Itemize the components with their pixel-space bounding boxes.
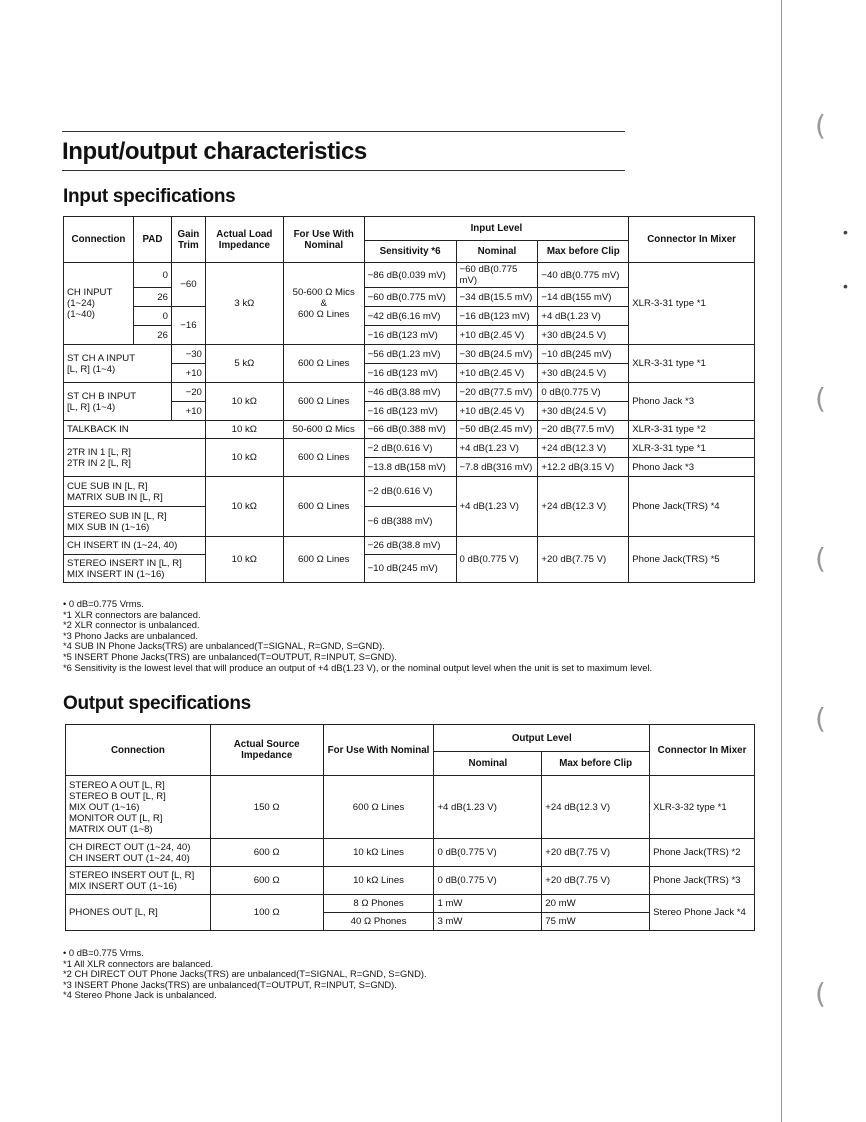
table-row (64, 383, 755, 402)
note-line: • 0 dB=0.775 Vrms. (63, 947, 144, 958)
nominal-value: +10 dB(2.45 V) (456, 364, 538, 383)
connector-value: Stereo Phone Jack *4 (650, 895, 755, 931)
nominal-use-value: 40 Ω Phones (323, 913, 434, 931)
page-edge-line (781, 0, 782, 1122)
note-line: *4 Stereo Phone Jack is unbalanced. (63, 989, 217, 1001)
sensitivity-value: −86 dB(0.039 mV) (364, 263, 456, 288)
connector-value: XLR-3-31 type *2 (629, 421, 755, 439)
max-clip-value: 75 mW (542, 913, 650, 931)
title-bottom-rule (62, 170, 625, 171)
connector-value: Phono Jack *3 (629, 458, 755, 477)
gain-value: +10 (171, 364, 205, 383)
note-line: *3 INSERT Phone Jacks(TRS) are unbalanced(T=OUTPUT, R=INPUT, S=GND). (63, 978, 397, 990)
sensitivity-value: −46 dB(3.88 mV) (364, 383, 456, 402)
max-clip-value: −40 dB(0.775 mV) (538, 263, 629, 288)
nominal-use-value: 600 Ω Lines (283, 439, 364, 477)
note-line: *2 XLR connector is unbalanced. (63, 619, 200, 631)
pad-value: 0 (133, 307, 171, 326)
load-value: 10 kΩ (205, 537, 283, 583)
gain-value: −30 (171, 345, 205, 364)
col-pad: PAD (133, 217, 171, 263)
col-load-impedance: Actual Load Impedance (205, 217, 283, 263)
max-clip-value: 20 mW (542, 895, 650, 913)
table-row (66, 895, 755, 913)
connection-name: CH INPUT (1~24) (1~40) (64, 263, 134, 345)
col-connection: Connection (66, 725, 211, 776)
sensitivity-value: −56 dB(1.23 mV) (364, 345, 456, 364)
note-line: *4 SUB IN Phone Jacks(TRS) are unbalanced(T=SIGNAL, R=GND, S=GND). (63, 640, 385, 652)
table-row (66, 867, 755, 895)
max-clip-value: 0 dB(0.775 V) (538, 383, 629, 402)
col-connection: Connection (64, 217, 134, 263)
sensitivity-value: −10 dB(245 mV) (364, 555, 456, 583)
max-clip-value: +24 dB(12.3 V) (538, 439, 629, 458)
nominal-value: 0 dB(0.775 V) (456, 537, 538, 583)
col-max-clip: Max before Clip (542, 752, 650, 776)
max-clip-value: +12.2 dB(3.15 V) (538, 458, 629, 477)
max-clip-value: +24 dB(12.3 V) (542, 776, 650, 839)
scan-dot: • (843, 278, 848, 294)
col-max-clip: Max before Clip (538, 241, 629, 263)
connection-name: 2TR IN 1 [L, R] 2TR IN 2 [L, R] (64, 439, 206, 477)
max-clip-value: +4 dB(1.23 V) (538, 307, 629, 326)
gain-value: −16 (171, 307, 205, 345)
max-clip-value: +30 dB(24.5 V) (538, 364, 629, 383)
max-clip-value: +30 dB(24.5 V) (538, 326, 629, 345)
connection-name: PHONES OUT [L, R] (66, 895, 211, 931)
nominal-use-value: 600 Ω Lines (283, 537, 364, 583)
table-row (66, 839, 755, 867)
sensitivity-value: −26 dB(38.8 mV) (364, 537, 456, 555)
binder-hole-mark: ( (815, 702, 826, 735)
max-clip-value: −20 dB(77.5 mV) (538, 421, 629, 439)
load-value: 10 kΩ (205, 439, 283, 477)
sensitivity-value: −2 dB(0.616 V) (364, 439, 456, 458)
connection-name: STEREO INSERT OUT [L, R] MIX INSERT OUT (1~16) (66, 867, 211, 895)
table-row (64, 421, 755, 439)
input-spec-table (63, 216, 755, 583)
max-clip-value: +20 dB(7.75 V) (542, 839, 650, 867)
source-value: 600 Ω (210, 839, 323, 867)
nominal-value: +4 dB(1.23 V) (456, 477, 538, 537)
nominal-value: +4 dB(1.23 V) (434, 776, 542, 839)
max-clip-value: −14 dB(155 mV) (538, 288, 629, 307)
output-spec-heading: Output specifications (63, 693, 251, 714)
nominal-use-value: 10 kΩ Lines (323, 839, 434, 867)
sensitivity-value: −42 dB(6.16 mV) (364, 307, 456, 326)
col-source-impedance: Actual Source Impedance (210, 725, 323, 776)
nominal-use-value: 8 Ω Phones (323, 895, 434, 913)
nominal-value: −16 dB(123 mV) (456, 307, 538, 326)
connection-name: STEREO SUB IN [L, R] MIX SUB IN (1~16) (64, 507, 206, 537)
binder-hole-mark: ( (815, 977, 826, 1010)
source-value: 100 Ω (210, 895, 323, 931)
col-output-level: Output Level (434, 725, 650, 752)
nominal-use-value: 600 Ω Lines (323, 776, 434, 839)
sensitivity-value: −16 dB(123 mV) (364, 326, 456, 345)
source-value: 150 Ω (210, 776, 323, 839)
nominal-use-value: 600 Ω Lines (283, 345, 364, 383)
note-line: *6 Sensitivity is the lowest level that will produce an output of +4 dB(1.23 V), or the nominal output level when the unit is set to maximum level. (63, 661, 653, 673)
col-connector: Connector In Mixer (629, 217, 755, 263)
pad-value: 26 (133, 326, 171, 345)
nominal-value: −50 dB(2.45 mV) (456, 421, 538, 439)
nominal-value: −7.8 dB(316 mV) (456, 458, 538, 477)
connector-value: Phone Jack(TRS) *3 (650, 867, 755, 895)
nominal-value: 3 mW (434, 913, 542, 931)
sensitivity-value: −13.8 dB(158 mV) (364, 458, 456, 477)
connection-name: TALKBACK IN (64, 421, 206, 439)
table-row (64, 263, 755, 288)
col-nominal-use: For Use With Nominal (323, 725, 434, 776)
load-value: 10 kΩ (205, 477, 283, 537)
note-line: *1 XLR connectors are balanced. (63, 608, 201, 620)
sensitivity-value: −60 dB(0.775 mV) (364, 288, 456, 307)
sensitivity-value: −16 dB(123 mV) (364, 402, 456, 421)
scan-dot: • (843, 224, 848, 240)
nominal-value: −60 dB(0.775 mV) (456, 263, 538, 288)
nominal-value: 0 dB(0.775 V) (434, 867, 542, 895)
sensitivity-value: −6 dB(388 mV) (364, 507, 456, 537)
nominal-use-value: 600 Ω Lines (283, 383, 364, 421)
nominal-use-value: 10 kΩ Lines (323, 867, 434, 895)
pad-value: 26 (133, 288, 171, 307)
nominal-value: −34 dB(15.5 mV) (456, 288, 538, 307)
nominal-use-value: 50-600 Ω Mics & 600 Ω Lines (283, 263, 364, 345)
connector-value: XLR-3-31 type *1 (629, 439, 755, 458)
nominal-use-value: 50-600 Ω Mics (283, 421, 364, 439)
connection-name: STEREO A OUT [L, R] STEREO B OUT [L, R] MIX OUT (1~16) MONITOR OUT [L, R] MATRIX OUT (1~8) (66, 776, 211, 839)
page-title: Input/output characteristics (62, 138, 367, 165)
max-clip-value: +20 dB(7.75 V) (542, 867, 650, 895)
pad-value: 0 (133, 263, 171, 288)
connector-value: Phono Jack *3 (629, 383, 755, 421)
binder-hole-mark: ( (815, 542, 826, 575)
connection-name: STEREO INSERT IN [L, R] MIX INSERT IN (1~16) (64, 555, 206, 583)
connection-name: CUE SUB IN [L, R] MATRIX SUB IN [L, R] (64, 477, 206, 507)
binder-hole-mark: ( (815, 382, 826, 415)
gain-value: −60 (171, 263, 205, 307)
connector-value: XLR-3-32 type *1 (650, 776, 755, 839)
nominal-value: 0 dB(0.775 V) (434, 839, 542, 867)
connector-value: XLR-3-31 type *1 (629, 345, 755, 383)
load-value: 3 kΩ (205, 263, 283, 345)
note-line: *1 All XLR connectors are balanced. (63, 957, 214, 969)
table-row (64, 345, 755, 364)
connector-value: Phone Jack(TRS) *5 (629, 537, 755, 583)
source-value: 600 Ω (210, 867, 323, 895)
sensitivity-value: −16 dB(123 mV) (364, 364, 456, 383)
gain-value: −20 (171, 383, 205, 402)
connection-name: ST CH B INPUT [L, R] (1~4) (64, 383, 172, 421)
title-top-rule (62, 131, 625, 132)
col-input-level: Input Level (364, 217, 629, 241)
nominal-value: +10 dB(2.45 V) (456, 326, 538, 345)
col-nominal-use: For Use With Nominal (283, 217, 364, 263)
input-notes (63, 599, 652, 673)
table-row (64, 477, 755, 507)
connection-name: CH INSERT IN (1~24, 40) (64, 537, 206, 555)
table-row (66, 776, 755, 839)
max-clip-value: +30 dB(24.5 V) (538, 402, 629, 421)
connector-value: Phone Jack(TRS) *2 (650, 839, 755, 867)
binder-hole-mark: ( (815, 109, 826, 142)
note-line: *2 CH DIRECT OUT Phone Jacks(TRS) are unbalanced(T=SIGNAL, R=GND, S=GND). (63, 968, 427, 980)
col-nominal: Nominal (456, 241, 538, 263)
connection-name: CH DIRECT OUT (1~24, 40) CH INSERT OUT (1~24, 40) (66, 839, 211, 867)
nominal-value: 1 mW (434, 895, 542, 913)
max-clip-value: −10 dB(245 mV) (538, 345, 629, 364)
gain-value: +10 (171, 402, 205, 421)
col-gain-trim: Gain Trim (171, 217, 205, 263)
col-sensitivity: Sensitivity *6 (364, 241, 456, 263)
note-line: *5 INSERT Phone Jacks(TRS) are unbalanced(T=OUTPUT, R=INPUT, S=GND). (63, 650, 397, 662)
connector-value: Phone Jack(TRS) *4 (629, 477, 755, 537)
connection-name: ST CH A INPUT [L, R] (1~4) (64, 345, 172, 383)
sensitivity-value: −2 dB(0.616 V) (364, 477, 456, 507)
connector-value: XLR-3-31 type *1 (629, 263, 755, 345)
load-value: 10 kΩ (205, 383, 283, 421)
sensitivity-value: −66 dB(0.388 mV) (364, 421, 456, 439)
nominal-use-value: 600 Ω Lines (283, 477, 364, 537)
load-value: 5 kΩ (205, 345, 283, 383)
load-value: 10 kΩ (205, 421, 283, 439)
nominal-value: −20 dB(77.5 mV) (456, 383, 538, 402)
output-spec-table (65, 724, 755, 931)
max-clip-value: +24 dB(12.3 V) (538, 477, 629, 537)
note-line: • 0 dB=0.775 Vrms. (63, 598, 144, 609)
nominal-value: +10 dB(2.45 V) (456, 402, 538, 421)
table-row (64, 439, 755, 458)
output-notes (63, 948, 427, 1001)
table-row (64, 537, 755, 555)
max-clip-value: +20 dB(7.75 V) (538, 537, 629, 583)
nominal-value: −30 dB(24.5 mV) (456, 345, 538, 364)
col-connector: Connector In Mixer (650, 725, 755, 776)
note-line: *3 Phono Jacks are unbalanced. (63, 629, 198, 641)
col-nominal: Nominal (434, 752, 542, 776)
nominal-value: +4 dB(1.23 V) (456, 439, 538, 458)
input-spec-heading: Input specifications (63, 186, 236, 207)
